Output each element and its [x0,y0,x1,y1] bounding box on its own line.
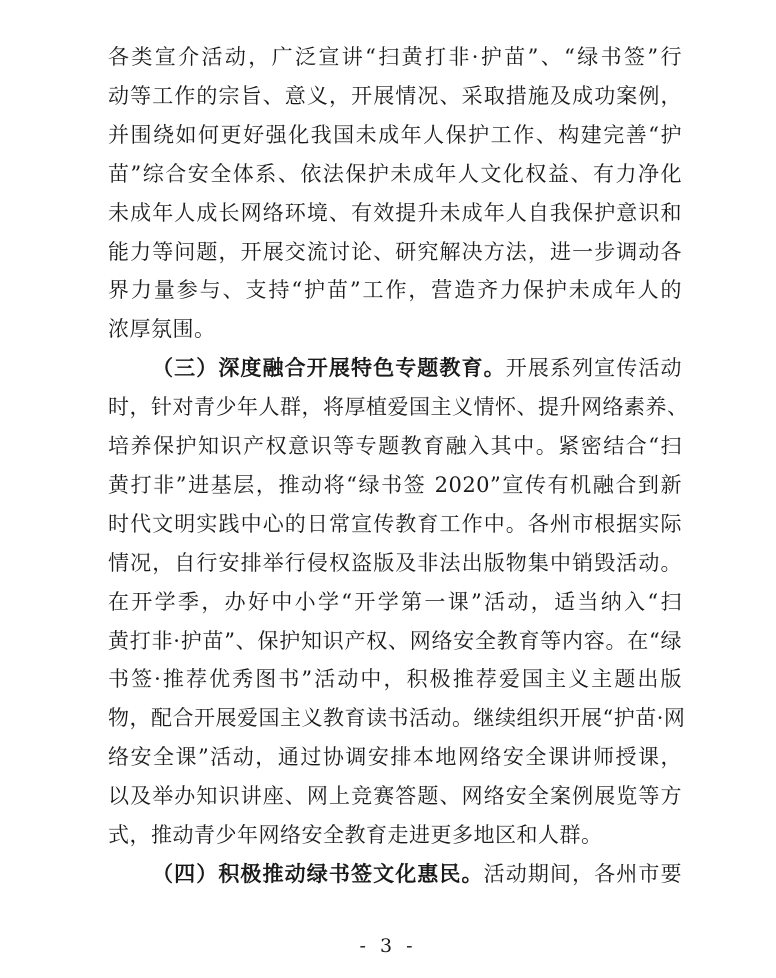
paragraph-line: 黄打非·护苗”、保护知识产权、网络安全教育等内容。在“绿 [108,628,682,653]
section-heading-line [152,351,682,385]
section-heading-line [152,857,682,891]
paragraph-line: 并围绕如何更好强化我国未成年人保护工作、构建完善“护 [108,122,682,147]
section-4-heading: （四）积极推动绿书签文化惠民。 [152,860,484,886]
paragraph-line: 时代文明实践中心的日常宣传教育工作中。各州市根据实际 [108,511,682,536]
paragraph-line: 黄打非”进基层，推动将“绿书签 2020”宣传有机融合到新 [108,472,682,497]
paragraph-line: 书签·推荐优秀图书”活动中，积极推荐爱国主义主题出版 [108,667,682,692]
paragraph-line: 情况，自行安排举行侵权盗版及非法出版物集中销毁活动。 [108,550,682,575]
paragraph-line: 能力等问题，开展交流讨论、研究解决方法，进一步调动各 [108,239,682,264]
section-4-heading-tail: 活动期间，各州市要 [483,861,683,886]
section-3-heading: （三）深度融合开展特色专题教育。 [152,355,506,381]
paragraph-line: 苗”综合安全体系、依法保护未成年人文化权益、有力净化 [108,161,682,186]
page-number: - 3 - [359,935,417,957]
paragraph-line: 各类宣介活动，广泛宣讲“扫黄打非·护苗”、“绿书签”行 [108,45,682,69]
paragraph-line: 动等工作的宗旨、意义，开展情况、采取措施及成功案例， [108,83,682,108]
paragraph-line: 式，推动青少年网络安全教育走进更多地区和人群。 [108,823,603,847]
paragraph-line: 物，配合开展爱国主义教育读书活动。继续组织开展“护苗·网 [108,706,686,731]
paragraph-line: 培养保护知识产权意识等专题教育融入其中。紧密结合“扫 [108,434,682,458]
paragraph-line: 时，针对青少年人群，将厚植爱国主义情怀、提升网络素养、 [108,395,689,420]
paragraph-line: 界力量参与、支持“护苗”工作，营造齐力保护未成年人的 [108,278,682,303]
paragraph-line: 浓厚氛围。 [108,317,216,342]
paragraph-line: 以及举办知识讲座、网上竞赛答题、网络安全案例展览等方 [108,784,682,809]
section-3-heading-tail: 开展系列宣传活动 [505,356,683,381]
paragraph-line: 络安全课”活动，通过协调安排本地网络安全课讲师授课， [108,745,682,770]
paragraph-line: 未成年人成长网络环境、有效提升未成年人自我保护意识和 [108,200,682,225]
paragraph-line: 在开学季，办好中小学“开学第一课”活动，适当纳入“扫 [108,589,682,614]
